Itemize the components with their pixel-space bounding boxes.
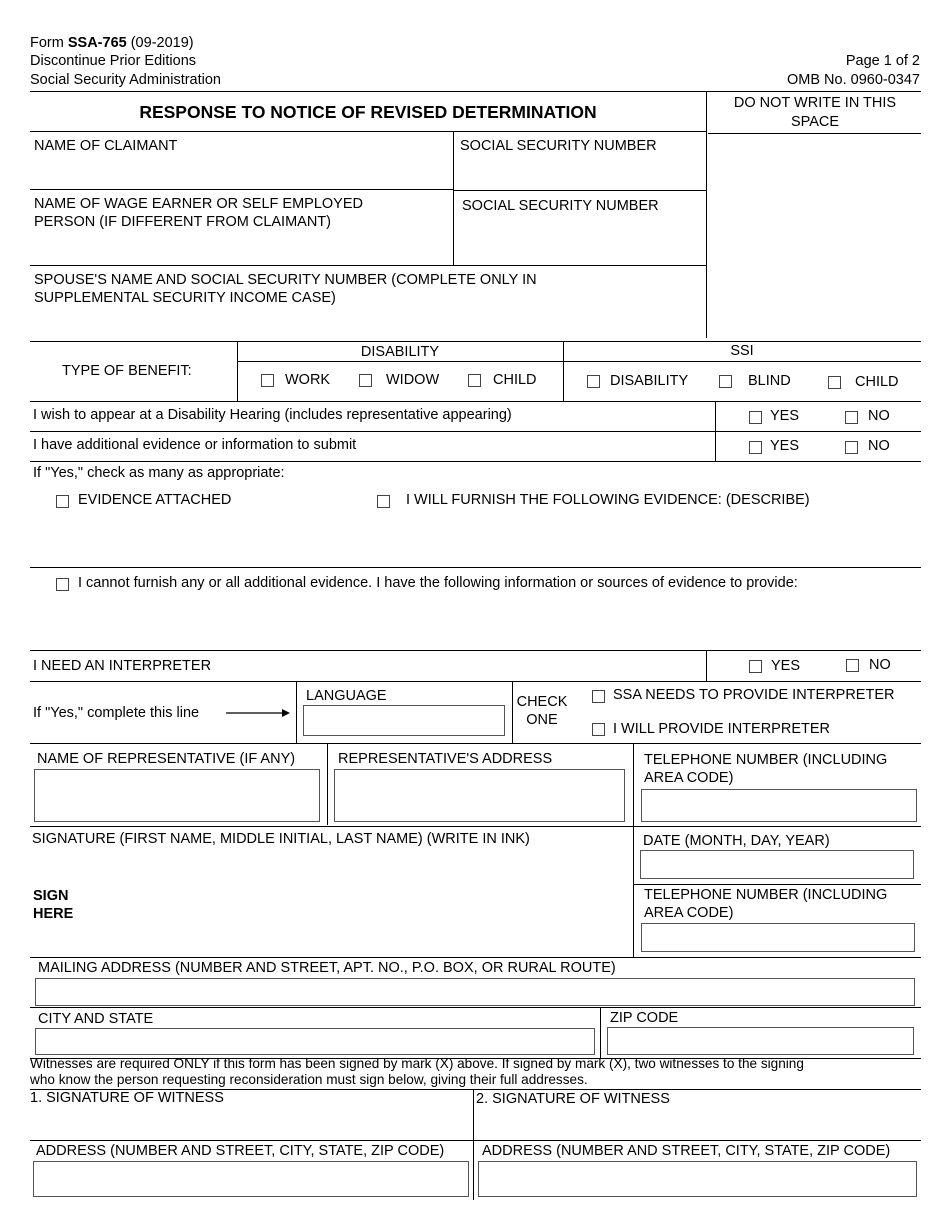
benefit-type-label: TYPE OF BENEFIT:: [62, 363, 192, 379]
representative-name-label: NAME OF REPRESENTATIVE (IF ANY): [37, 751, 296, 767]
do-not-write-label: DO NOT WRITE IN THIS SPACE: [733, 95, 897, 130]
witness-1-signature-label: 1. SIGNATURE OF WITNESS: [30, 1090, 224, 1106]
ssi-disability-label: DISABILITY: [610, 373, 689, 389]
representative-address-label: REPRESENTATIVE'S ADDRESS: [338, 751, 553, 767]
interpreter-no-label: NO: [869, 657, 891, 673]
signature-phone-label: TELEPHONE NUMBER (INCLUDING AREA CODE): [644, 887, 888, 921]
witness-2-signature-area[interactable]: [478, 1108, 916, 1138]
arrow-right-icon: [226, 707, 292, 719]
widow-label: WIDOW: [386, 372, 440, 388]
mailing-address-label: MAILING ADDRESS (NUMBER AND STREET, APT. NO., P.O. BOX, OR RURAL ROUTE): [38, 960, 616, 976]
witness-1-address-label: ADDRESS (NUMBER AND STREET, CITY, STATE, ZIP CODE): [36, 1143, 445, 1159]
interpreter-question: I NEED AN INTERPRETER: [33, 658, 212, 674]
zip-code-label: ZIP CODE: [610, 1010, 679, 1026]
witness-2-signature-label: 2. SIGNATURE OF WITNESS: [476, 1091, 670, 1107]
ssi-child-checkbox[interactable]: [828, 376, 841, 389]
will-furnish-checkbox[interactable]: [377, 495, 390, 508]
hearing-yes-label: YES: [770, 408, 800, 424]
hearing-yes-checkbox[interactable]: [749, 411, 762, 424]
page-title: RESPONSE TO NOTICE OF REVISED DETERMINATION: [139, 102, 597, 122]
i-provide-interpreter-label: I WILL PROVIDE INTERPRETER: [613, 721, 830, 737]
if-yes-instruction: If "Yes," check as many as appropriate:: [33, 465, 285, 481]
representative-address-input[interactable]: [334, 769, 625, 822]
blind-label: BLIND: [748, 373, 791, 389]
complete-line-instruction: If "Yes," complete this line: [33, 705, 200, 721]
ssi-child-label: CHILD: [855, 374, 899, 390]
work-label: WORK: [285, 372, 331, 388]
witness-2-address-input[interactable]: [478, 1161, 917, 1197]
signature-label: SIGNATURE (FIRST NAME, MIDDLE INITIAL, LAST NAME) (WRITE IN INK): [32, 831, 530, 847]
cannot-furnish-checkbox[interactable]: [56, 578, 69, 591]
witness-note: Witnesses are required ONLY if this form has been signed by mark (X) above. If signed by mark (X), two witnesses to the signing who know the person requesting reconsideration must sign below, giving their full addresses.: [30, 1056, 804, 1087]
wage-earner-name-label: NAME OF WAGE EARNER OR SELF EMPLOYED PERSON (IF DIFFERENT FROM CLAIMANT): [34, 196, 363, 230]
hearing-no-label: NO: [868, 408, 890, 424]
claimant-ssn-label: SOCIAL SECURITY NUMBER: [460, 138, 657, 154]
agency-name: Social Security Administration: [30, 72, 221, 88]
witness-2-address-label: ADDRESS (NUMBER AND STREET, CITY, STATE, ZIP CODE): [482, 1143, 891, 1159]
form-number: Form SSA-765 (09-2019): [30, 35, 194, 51]
signature-area[interactable]: [100, 860, 620, 950]
evidence-question: I have additional evidence or information to submit: [33, 437, 357, 453]
spouse-label: SPOUSE'S NAME AND SOCIAL SECURITY NUMBER (COMPLETE ONLY IN SUPPLEMENTAL SECURITY INCOME CASE): [34, 272, 537, 306]
interpreter-no-checkbox[interactable]: [846, 659, 859, 672]
hearing-no-checkbox[interactable]: [845, 411, 858, 424]
witness-1-address-input[interactable]: [33, 1161, 469, 1197]
evidence-yes-checkbox[interactable]: [749, 441, 762, 454]
language-label: LANGUAGE: [306, 688, 387, 704]
omb-number: OMB No. 0960-0347: [787, 72, 920, 88]
page-number: Page 1 of 2: [845, 53, 920, 69]
disability-child-checkbox[interactable]: [468, 374, 481, 387]
witness-1-signature-area[interactable]: [34, 1108, 466, 1138]
cannot-furnish-label: I cannot furnish any or all additional evidence. I have the following information or sources of evidence to provide:: [78, 575, 798, 591]
disability-header: DISABILITY: [360, 344, 440, 360]
ssi-disability-checkbox[interactable]: [587, 375, 600, 388]
evidence-attached-checkbox[interactable]: [56, 495, 69, 508]
i-provide-interpreter-checkbox[interactable]: [592, 723, 605, 736]
representative-name-input[interactable]: [34, 769, 320, 822]
representative-phone-label: TELEPHONE NUMBER (INCLUDING AREA CODE): [644, 752, 888, 786]
signature-phone-input[interactable]: [641, 923, 915, 952]
evidence-no-checkbox[interactable]: [845, 441, 858, 454]
sign-here-label: SIGN HERE: [33, 888, 74, 922]
date-label: DATE (MONTH, DAY, YEAR): [643, 833, 830, 849]
claimant-name-label: NAME OF CLAIMANT: [34, 138, 178, 154]
interpreter-yes-label: YES: [771, 658, 801, 674]
language-input[interactable]: [303, 705, 505, 736]
ssa-provide-interpreter-checkbox[interactable]: [592, 690, 605, 703]
work-checkbox[interactable]: [261, 374, 274, 387]
will-furnish-label: I WILL FURNISH THE FOLLOWING EVIDENCE: (DESCRIBE): [406, 492, 810, 508]
blind-checkbox[interactable]: [719, 375, 732, 388]
discontinue-note: Discontinue Prior Editions: [30, 53, 197, 69]
interpreter-yes-checkbox[interactable]: [749, 660, 762, 673]
widow-checkbox[interactable]: [359, 374, 372, 387]
representative-phone-input[interactable]: [641, 789, 917, 822]
evidence-no-label: NO: [868, 438, 890, 454]
mailing-address-input[interactable]: [35, 978, 915, 1006]
wage-earner-ssn-label: SOCIAL SECURITY NUMBER: [462, 198, 659, 214]
evidence-yes-label: YES: [770, 438, 800, 454]
date-input[interactable]: [640, 850, 914, 879]
check-one-label: CHECK ONE: [516, 694, 568, 728]
hearing-question: I wish to appear at a Disability Hearing (includes representative appearing): [33, 407, 512, 423]
ssa-provide-interpreter-label: SSA NEEDS TO PROVIDE INTERPRETER: [613, 687, 895, 703]
evidence-attached-label: EVIDENCE ATTACHED: [78, 492, 232, 508]
zip-code-input[interactable]: [607, 1027, 914, 1055]
ssi-header: SSI: [730, 343, 754, 359]
disability-child-label: CHILD: [493, 372, 537, 388]
city-state-label: CITY AND STATE: [38, 1011, 154, 1027]
city-state-input[interactable]: [35, 1028, 595, 1055]
